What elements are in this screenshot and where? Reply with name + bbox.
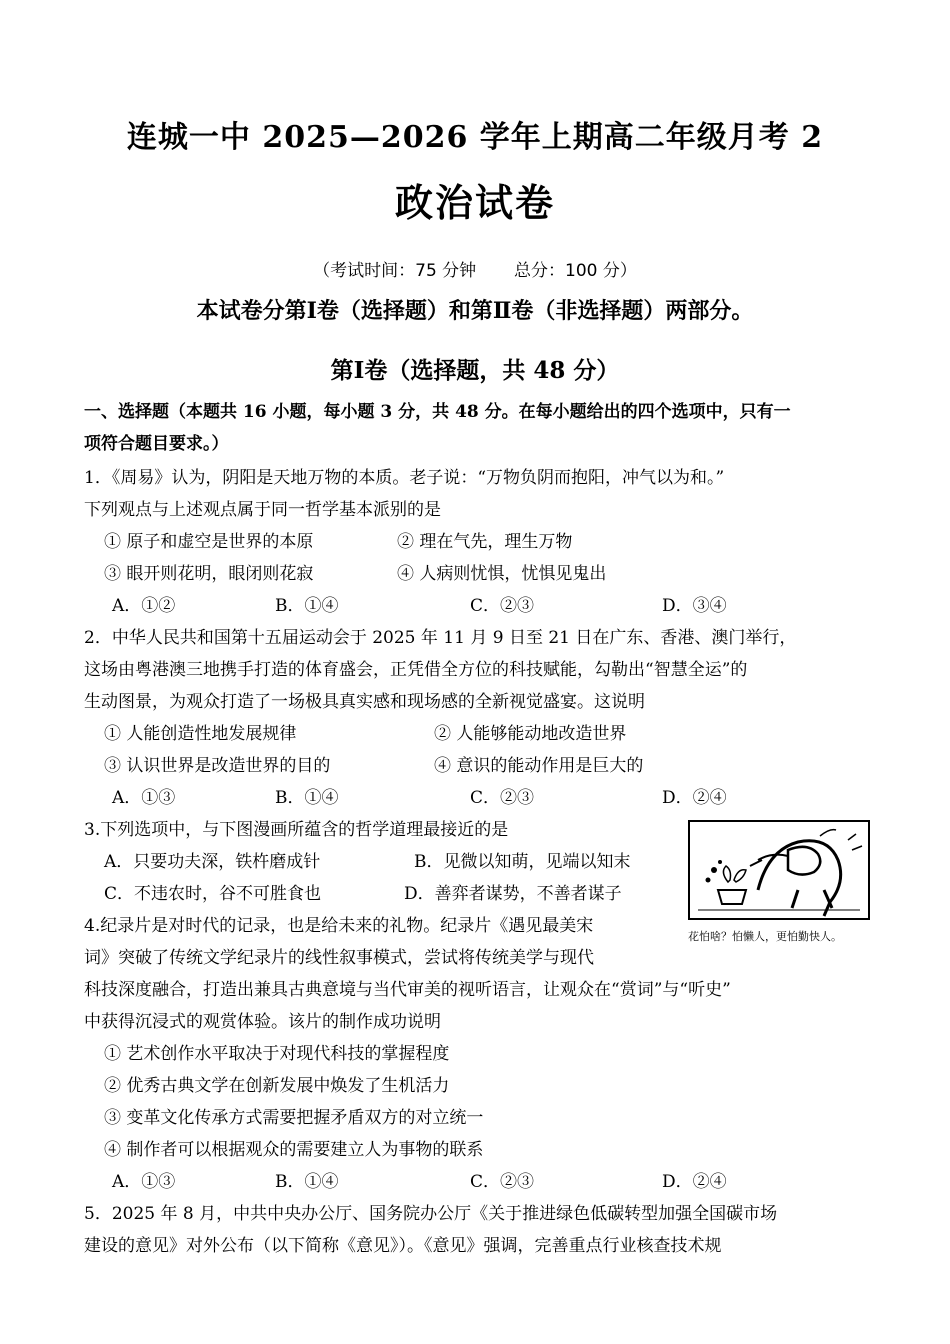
q4-option-b: B．①④ bbox=[275, 1172, 339, 1192]
q1-stem-line-1: 1．《周易》认为，阴阳是天地万物的本质。老子说：“万物负阴而抱阳，冲气以为和。” bbox=[84, 468, 725, 488]
exam-meta: （考试时间：75 分钟 总分：100 分） bbox=[313, 261, 637, 281]
q4-statement-1: ① 艺术创作水平取决于对现代科技的掌握程度 bbox=[104, 1044, 450, 1064]
cartoon-caption: 花怕啥？怕懒人，更怕勤快人。 bbox=[688, 930, 842, 943]
q3-stem: 3.下列选项中，与下图漫画所蕴含的哲学道理最接近的是 bbox=[84, 820, 509, 840]
q4-stem-line-3: 科技深度融合，打造出兼具古典意境与当代审美的视听语言，让观众在“赏词”与“听史” bbox=[84, 980, 731, 1000]
q5-stem-line-2: 建设的意见》对外公布（以下简称《意见》）。《意见》强调，完善重点行业核查技术规 bbox=[84, 1236, 722, 1256]
instructions-line-2: 项符合题目要求。） bbox=[84, 434, 229, 454]
q2-statement-2: ② 人能够能动地改造世界 bbox=[434, 724, 627, 744]
q2-statement-1: ① 人能创造性地发展规律 bbox=[104, 724, 297, 744]
q2-stem-line-2: 这场由粤港澳三地携手打造的体育盛会，正凭借全方位的科技赋能，勾勒出“智慧全运”的 bbox=[84, 660, 748, 680]
exam-title: 连城一中 2025—2026 学年上期高二年级月考 2 bbox=[126, 120, 824, 155]
q1-stem-line-2: 下列观点与上述观点属于同一哲学基本派别的是 bbox=[84, 500, 441, 520]
instructions-line-1: 一、选择题（本题共 16 小题，每小题 3 分，共 48 分。在每小题给出的四个选项中，只有一 bbox=[84, 402, 791, 422]
q1-statement-4: ④ 人病则忧惧，忧惧见鬼出 bbox=[397, 564, 607, 584]
q4-option-d: D．②④ bbox=[662, 1172, 727, 1192]
q1-statement-3: ③ 眼开则花明，眼闭则花寂 bbox=[104, 564, 314, 584]
q5-stem-line-1: 5．2025 年 8 月，中共中央办公厅、国务院办公厅《关于推进绿色低碳转型加强全国碳市场 bbox=[84, 1204, 778, 1224]
q2-stem-line-1: 2．中华人民共和国第十五届运动会于 2025 年 11 月 9 日至 21 日在广东、香港、澳门举行， bbox=[84, 628, 797, 648]
q4-stem-line-4: 中获得沉浸式的观赏体验。该片的制作成功说明 bbox=[84, 1012, 441, 1032]
q4-option-a: A．①③ bbox=[112, 1172, 176, 1192]
q4-stem-line-2: 词》突破了传统文学纪录片的线性叙事模式，尝试将传统美学与现代 bbox=[84, 948, 594, 968]
q2-option-d: D．②④ bbox=[662, 788, 727, 808]
q3-option-c: C．不违农时，谷不可胜食也 bbox=[104, 884, 322, 904]
q2-option-b: B．①④ bbox=[275, 788, 339, 808]
q3-option-d: D．善弈者谋势，不善者谋子 bbox=[404, 884, 622, 904]
cartoon-image bbox=[688, 820, 870, 920]
q2-option-c: C．②③ bbox=[470, 788, 535, 808]
q4-option-c: C．②③ bbox=[470, 1172, 535, 1192]
q1-option-a: A．①② bbox=[112, 596, 176, 616]
q3-option-a: A．只要功夫深，铁杵磨成针 bbox=[104, 852, 321, 872]
q1-option-c: C．②③ bbox=[470, 596, 535, 616]
q2-statement-4: ④ 意识的能动作用是巨大的 bbox=[434, 756, 644, 776]
exam-subtitle: 政治试卷 bbox=[394, 180, 555, 225]
section-heading: 第Ⅰ卷（选择题，共 48 分） bbox=[330, 357, 620, 384]
q1-statement-1: ① 原子和虚空是世界的本原 bbox=[104, 532, 314, 552]
q2-option-a: A．①③ bbox=[112, 788, 176, 808]
q3-option-b: B．见微以知萌，见端以知末 bbox=[414, 852, 631, 872]
q1-option-d: D．③④ bbox=[662, 596, 727, 616]
q2-statement-3: ③ 认识世界是改造世界的目的 bbox=[104, 756, 331, 776]
q2-stem-line-3: 生动图景，为观众打造了一场极具真实感和现场感的全新视觉盛宴。这说明 bbox=[84, 692, 645, 712]
q4-statement-2: ② 优秀古典文学在创新发展中焕发了生机活力 bbox=[104, 1076, 450, 1096]
q4-stem-line-1: 4.纪录片是对时代的记录，也是给未来的礼物。纪录片《遇见最美宋 bbox=[84, 916, 594, 936]
exam-intro: 本试卷分第Ⅰ卷（选择题）和第Ⅱ卷（非选择题）两部分。 bbox=[196, 298, 754, 324]
q1-option-b: B．①④ bbox=[275, 596, 339, 616]
q4-statement-3: ③ 变革文化传承方式需要把握矛盾双方的对立统一 bbox=[104, 1108, 484, 1128]
q4-statement-4: ④ 制作者可以根据观众的需要建立人为事物的联系 bbox=[104, 1140, 484, 1160]
q1-statement-2: ② 理在气先，理生万物 bbox=[397, 532, 573, 552]
